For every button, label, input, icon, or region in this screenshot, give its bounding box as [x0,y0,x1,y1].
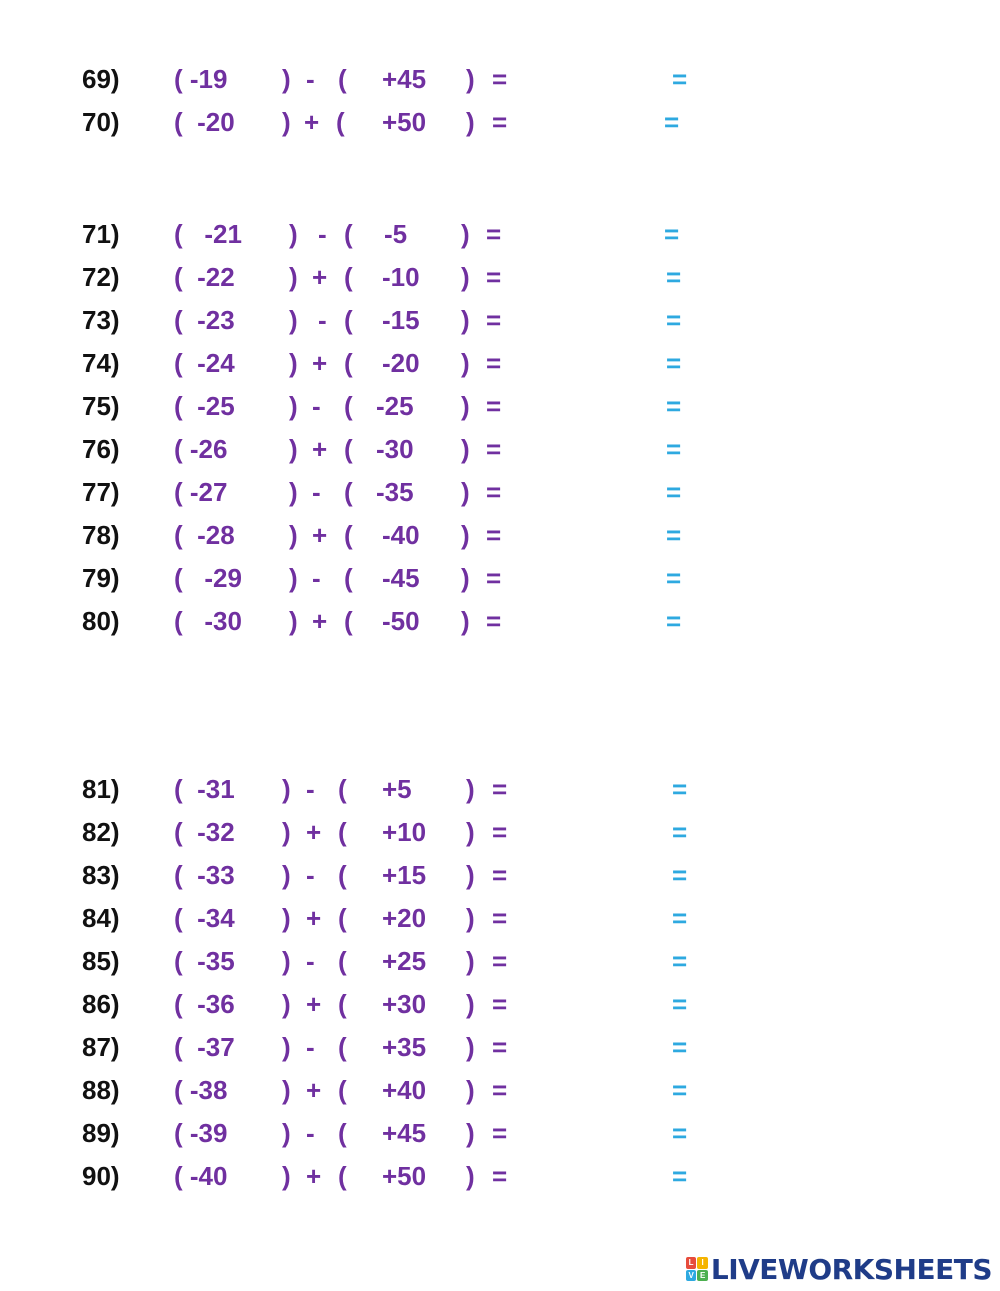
first-operand: ( -31 [174,774,235,804]
problem-number: 77) [82,477,120,507]
close-paren: ) [461,391,470,421]
open-paren: ( [338,774,347,804]
problem-number: 82) [82,817,120,847]
close-paren: ) [282,1118,291,1148]
second-operand: +40 [382,1075,427,1105]
close-paren: ) [289,391,298,421]
problem-row [0,472,1000,512]
answer-equals-sign: = [672,860,688,890]
answer-equals-sign: = [672,1032,688,1062]
logo-mark-letter: V [686,1270,697,1282]
problem-number: 88) [82,1075,120,1105]
close-paren: ) [466,1118,475,1148]
open-paren: ( [338,817,347,847]
problem-number: 81) [82,774,120,804]
answer-input[interactable] [520,106,650,138]
problem-row [0,214,1000,254]
problem-row [0,558,1000,598]
equals-sign: = [492,1075,508,1105]
equals-sign: = [492,817,508,847]
second-operand: -5 [384,219,408,249]
problem-number: 71) [82,219,120,249]
first-operand: ( -24 [174,348,235,378]
close-paren: ) [461,262,470,292]
equals-sign: = [492,1032,508,1062]
second-operand: +35 [382,1032,427,1062]
problem-row [0,429,1000,469]
close-paren: ) [461,606,470,636]
problem-row [0,984,1000,1024]
answer-equals-sign: = [672,64,688,94]
equals-sign: = [486,348,502,378]
answer-input[interactable] [520,605,650,637]
close-paren: ) [466,1075,475,1105]
first-operand: ( -34 [174,903,235,933]
answer-input[interactable] [520,902,650,934]
operator-sign: + [306,989,322,1019]
answer-input[interactable] [520,390,650,422]
close-paren: ) [461,520,470,550]
second-operand: +50 [382,1161,427,1191]
open-paren: ( [344,434,353,464]
problem-number: 87) [82,1032,120,1062]
equals-sign: = [486,477,502,507]
open-paren: ( [338,1161,347,1191]
close-paren: ) [289,262,298,292]
first-operand: ( -39 [174,1118,228,1148]
answer-equals-sign: = [666,606,682,636]
close-paren: ) [289,305,298,335]
second-operand: +45 [382,64,427,94]
problem-number: 75) [82,391,120,421]
operator-sign: - [318,219,327,249]
problem-row [0,601,1000,641]
second-operand: +15 [382,860,427,890]
second-operand: -30 [376,434,414,464]
operator-sign: - [312,391,321,421]
second-operand: -35 [376,477,414,507]
logo-mark-letter: L [686,1257,697,1269]
close-paren: ) [282,107,291,137]
problem-number: 83) [82,860,120,890]
close-paren: ) [289,563,298,593]
logo-mark-letter: I [697,1257,708,1269]
answer-input[interactable] [520,562,650,594]
operator-sign: + [306,903,322,933]
open-paren: ( [344,520,353,550]
close-paren: ) [282,1075,291,1105]
operator-sign: - [306,774,315,804]
answer-input[interactable] [520,347,650,379]
second-operand: -50 [382,606,420,636]
problem-number: 85) [82,946,120,976]
second-operand: +5 [382,774,412,804]
first-operand: ( -37 [174,1032,235,1062]
equals-sign: = [492,989,508,1019]
open-paren: ( [338,989,347,1019]
answer-input[interactable] [520,1031,650,1063]
equals-sign: = [492,860,508,890]
problem-row [0,300,1000,340]
close-paren: ) [289,606,298,636]
first-operand: ( -33 [174,860,235,890]
problem-number: 80) [82,606,120,636]
answer-equals-sign: = [664,219,680,249]
problem-row [0,257,1000,297]
close-paren: ) [461,477,470,507]
liveworksheets-mark-icon [686,1257,708,1281]
problem-row [0,1070,1000,1110]
answer-input[interactable] [520,1160,650,1192]
answer-equals-sign: = [672,946,688,976]
problem-row [0,941,1000,981]
answer-equals-sign: = [666,477,682,507]
close-paren: ) [282,817,291,847]
operator-sign: - [306,860,315,890]
first-operand: ( -32 [174,817,235,847]
operator-sign: + [312,606,328,636]
operator-sign: - [318,305,327,335]
open-paren: ( [338,903,347,933]
problem-row [0,386,1000,426]
liveworksheets-logo [686,1253,992,1285]
second-operand: +30 [382,989,427,1019]
close-paren: ) [466,946,475,976]
answer-equals-sign: = [672,774,688,804]
answer-equals-sign: = [666,305,682,335]
second-operand: -15 [382,305,420,335]
equals-sign: = [492,946,508,976]
answer-equals-sign: = [672,1118,688,1148]
open-paren: ( [336,107,345,137]
operator-sign: - [306,1118,315,1148]
first-operand: ( -22 [174,262,235,292]
answer-equals-sign: = [672,903,688,933]
close-paren: ) [289,219,298,249]
equals-sign: = [492,107,508,137]
problem-number: 69) [82,64,120,94]
open-paren: ( [344,305,353,335]
open-paren: ( [338,1118,347,1148]
close-paren: ) [282,860,291,890]
operator-sign: - [306,946,315,976]
problem-row [0,59,1000,99]
equals-sign: = [486,305,502,335]
close-paren: ) [282,64,291,94]
operator-sign: + [312,262,328,292]
equals-sign: = [492,903,508,933]
equals-sign: = [486,434,502,464]
operator-sign: + [306,817,322,847]
problem-row [0,1027,1000,1067]
second-operand: -10 [382,262,420,292]
problem-row [0,343,1000,383]
problem-row [0,812,1000,852]
open-paren: ( [344,219,353,249]
open-paren: ( [338,860,347,890]
first-operand: ( -21 [174,219,242,249]
answer-input[interactable] [520,218,650,250]
close-paren: ) [466,989,475,1019]
answer-equals-sign: = [672,817,688,847]
open-paren: ( [338,1075,347,1105]
equals-sign: = [492,774,508,804]
equals-sign: = [492,1161,508,1191]
equals-sign: = [486,219,502,249]
close-paren: ) [282,989,291,1019]
problem-row [0,1156,1000,1196]
equals-sign: = [492,1118,508,1148]
equals-sign: = [486,606,502,636]
close-paren: ) [289,434,298,464]
answer-input[interactable] [520,773,650,805]
close-paren: ) [466,774,475,804]
equals-sign: = [492,64,508,94]
close-paren: ) [282,1161,291,1191]
first-operand: ( -26 [174,434,228,464]
problem-number: 70) [82,107,120,137]
answer-input[interactable] [520,261,650,293]
problem-number: 74) [82,348,120,378]
logo-text: LIVEWORKSHEETS [710,1252,992,1286]
answer-equals-sign: = [666,520,682,550]
close-paren: ) [289,348,298,378]
operator-sign: - [306,64,315,94]
close-paren: ) [466,64,475,94]
problem-number: 79) [82,563,120,593]
operator-sign: - [306,1032,315,1062]
close-paren: ) [282,946,291,976]
first-operand: ( -20 [174,107,235,137]
close-paren: ) [466,903,475,933]
second-operand: +45 [382,1118,427,1148]
problem-number: 89) [82,1118,120,1148]
open-paren: ( [338,1032,347,1062]
first-operand: ( -23 [174,305,235,335]
logo-mark-letter: E [697,1270,708,1282]
problem-row [0,769,1000,809]
answer-equals-sign: = [672,989,688,1019]
second-operand: -20 [382,348,420,378]
equals-sign: = [486,262,502,292]
problem-row [0,515,1000,555]
operator-sign: + [306,1161,322,1191]
open-paren: ( [344,606,353,636]
second-operand: -40 [382,520,420,550]
open-paren: ( [344,477,353,507]
answer-input[interactable] [520,63,650,95]
answer-equals-sign: = [666,563,682,593]
close-paren: ) [461,219,470,249]
first-operand: ( -25 [174,391,235,421]
operator-sign: + [304,107,320,137]
answer-input[interactable] [520,988,650,1020]
operator-sign: + [312,520,328,550]
equals-sign: = [486,391,502,421]
open-paren: ( [338,64,347,94]
answer-equals-sign: = [666,391,682,421]
open-paren: ( [344,391,353,421]
answer-equals-sign: = [672,1075,688,1105]
problem-row [0,1113,1000,1153]
operator-sign: + [312,348,328,378]
second-operand: +50 [382,107,427,137]
problem-number: 73) [82,305,120,335]
close-paren: ) [461,305,470,335]
answer-input[interactable] [520,304,650,336]
open-paren: ( [344,348,353,378]
close-paren: ) [466,1032,475,1062]
close-paren: ) [282,774,291,804]
answer-equals-sign: = [666,262,682,292]
answer-input[interactable] [520,476,650,508]
answer-equals-sign: = [666,348,682,378]
problem-number: 86) [82,989,120,1019]
equals-sign: = [486,563,502,593]
answer-input[interactable] [520,433,650,465]
operator-sign: + [306,1075,322,1105]
first-operand: ( -38 [174,1075,228,1105]
problem-number: 84) [82,903,120,933]
close-paren: ) [466,817,475,847]
close-paren: ) [282,903,291,933]
problem-number: 72) [82,262,120,292]
first-operand: ( -19 [174,64,228,94]
equals-sign: = [486,520,502,550]
answer-equals-sign: = [666,434,682,464]
first-operand: ( -28 [174,520,235,550]
close-paren: ) [466,860,475,890]
answer-input[interactable] [520,1074,650,1106]
close-paren: ) [282,1032,291,1062]
problem-row [0,898,1000,938]
second-operand: -25 [376,391,414,421]
first-operand: ( -36 [174,989,235,1019]
close-paren: ) [466,107,475,137]
open-paren: ( [344,563,353,593]
answer-input[interactable] [520,945,650,977]
second-operand: +10 [382,817,427,847]
operator-sign: - [312,563,321,593]
answer-input[interactable] [520,859,650,891]
open-paren: ( [344,262,353,292]
problem-number: 90) [82,1161,120,1191]
operator-sign: - [312,477,321,507]
close-paren: ) [289,477,298,507]
first-operand: ( -30 [174,606,242,636]
operator-sign: + [312,434,328,464]
close-paren: ) [289,520,298,550]
problem-number: 76) [82,434,120,464]
first-operand: ( -29 [174,563,242,593]
first-operand: ( -35 [174,946,235,976]
answer-input[interactable] [520,519,650,551]
first-operand: ( -40 [174,1161,228,1191]
second-operand: +20 [382,903,427,933]
close-paren: ) [461,348,470,378]
close-paren: ) [461,434,470,464]
answer-input[interactable] [520,816,650,848]
answer-equals-sign: = [672,1161,688,1191]
close-paren: ) [466,1161,475,1191]
close-paren: ) [461,563,470,593]
problem-row [0,855,1000,895]
answer-equals-sign: = [664,107,680,137]
first-operand: ( -27 [174,477,228,507]
second-operand: +25 [382,946,427,976]
answer-input[interactable] [520,1117,650,1149]
problem-number: 78) [82,520,120,550]
second-operand: -45 [382,563,420,593]
open-paren: ( [338,946,347,976]
problem-row [0,102,1000,142]
